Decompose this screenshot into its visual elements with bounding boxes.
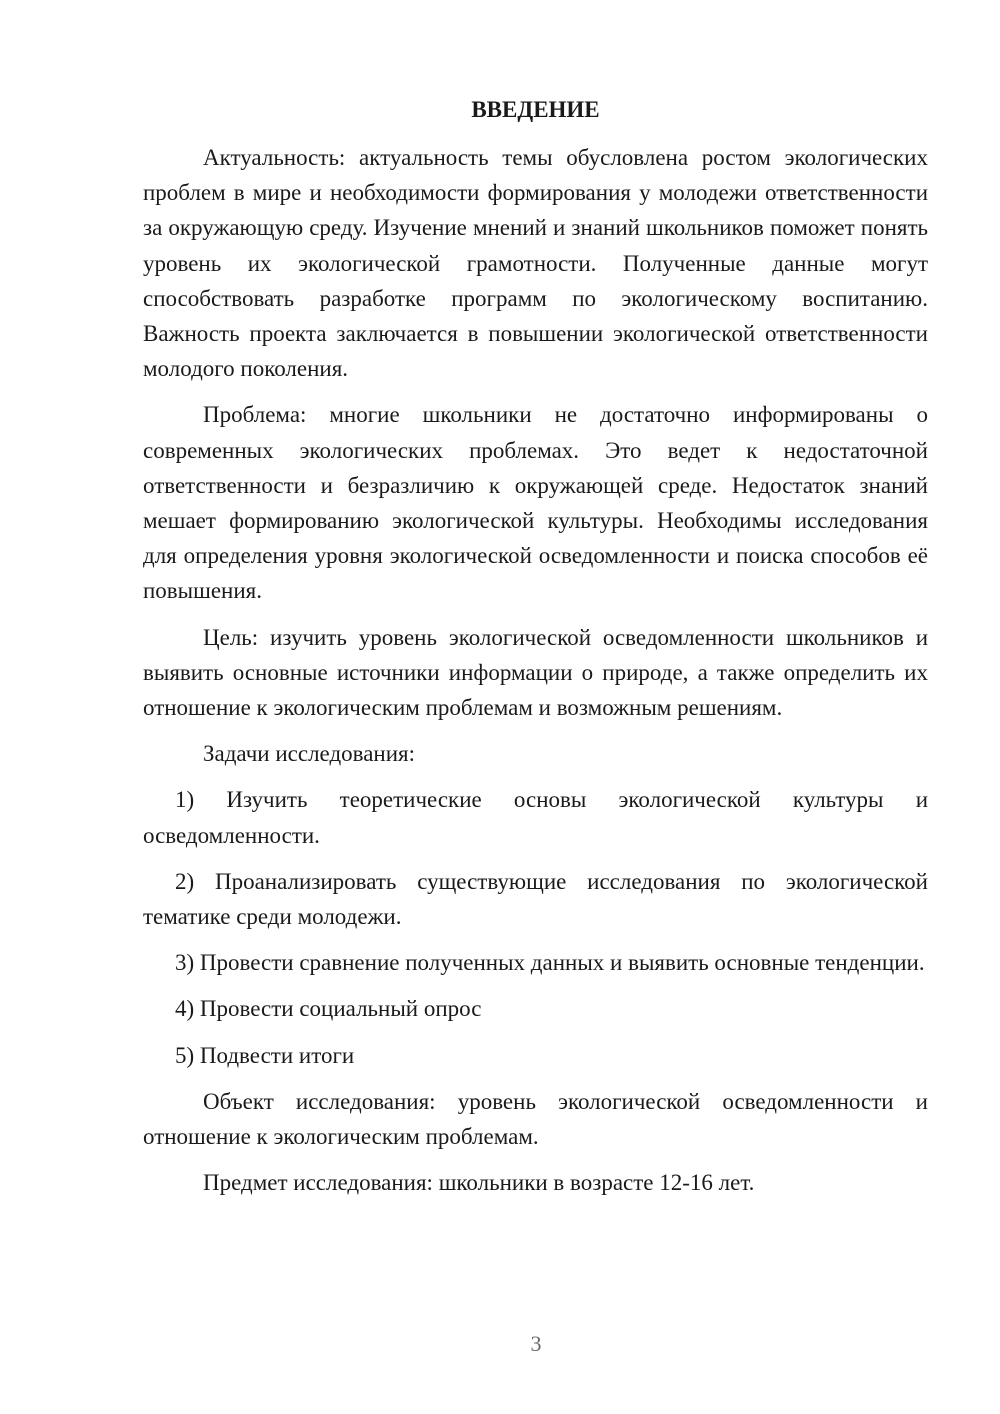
subject-paragraph: Предмет исследования: школьники в возрасте 12-16 лет.	[203, 1170, 755, 1196]
problem-paragraph: Проблема: многие школьники не достаточно информированы о современных экологических проблемах. Это ведет к недостаточной ответственности и безразличию к окружающей среде. Недостаток знаний мешает формированию экологической культуры. Необходимы исследования для определения уровня экологической осведомленности и поиска способов её повышения.	[143, 402, 928, 604]
relevance-paragraph: Актуальность: актуальность темы обусловлена ростом экологических проблем в мире и необходимости формирования у молодежи ответственности за окружающую среду. Изучение мнений и знаний школьников поможет понять уровень их экологической грамотности. Полученные данные могут способствовать разработке программ по экологическому воспитанию. Важность проекта заключается в повышении экологической ответственности молодого поколения.	[143, 145, 928, 382]
page-title: ВВЕДЕНИЕ	[471, 97, 600, 122]
task-item-5: 5) Подвести итоги	[175, 1042, 355, 1068]
task-item-1: 1) Изучить теоретические основы экологической культуры и осведомленности.	[143, 787, 928, 848]
goal-paragraph: Цель: изучить уровень экологической осведомленности школьников и выявить основные источники информации о природе, а также определить их отношение к экологическим проблемам и возможным решениям.	[143, 624, 928, 721]
tasks-heading: Задачи исследования:	[203, 741, 416, 767]
document-body	[143, 92, 928, 1211]
task-item-4: 4) Провести социальный опрос	[175, 996, 482, 1022]
object-paragraph: Объект исследования: уровень экологической осведомленности и отношение к экологическим проблемам.	[143, 1088, 928, 1150]
page-number: 3	[530, 1331, 542, 1356]
task-item-2: 2) Проанализировать существующие исследования по экологической тематике среди молодежи.	[143, 868, 928, 930]
task-item-3: 3) Провести сравнение полученных данных и выявить основные тенденции.	[175, 950, 925, 976]
